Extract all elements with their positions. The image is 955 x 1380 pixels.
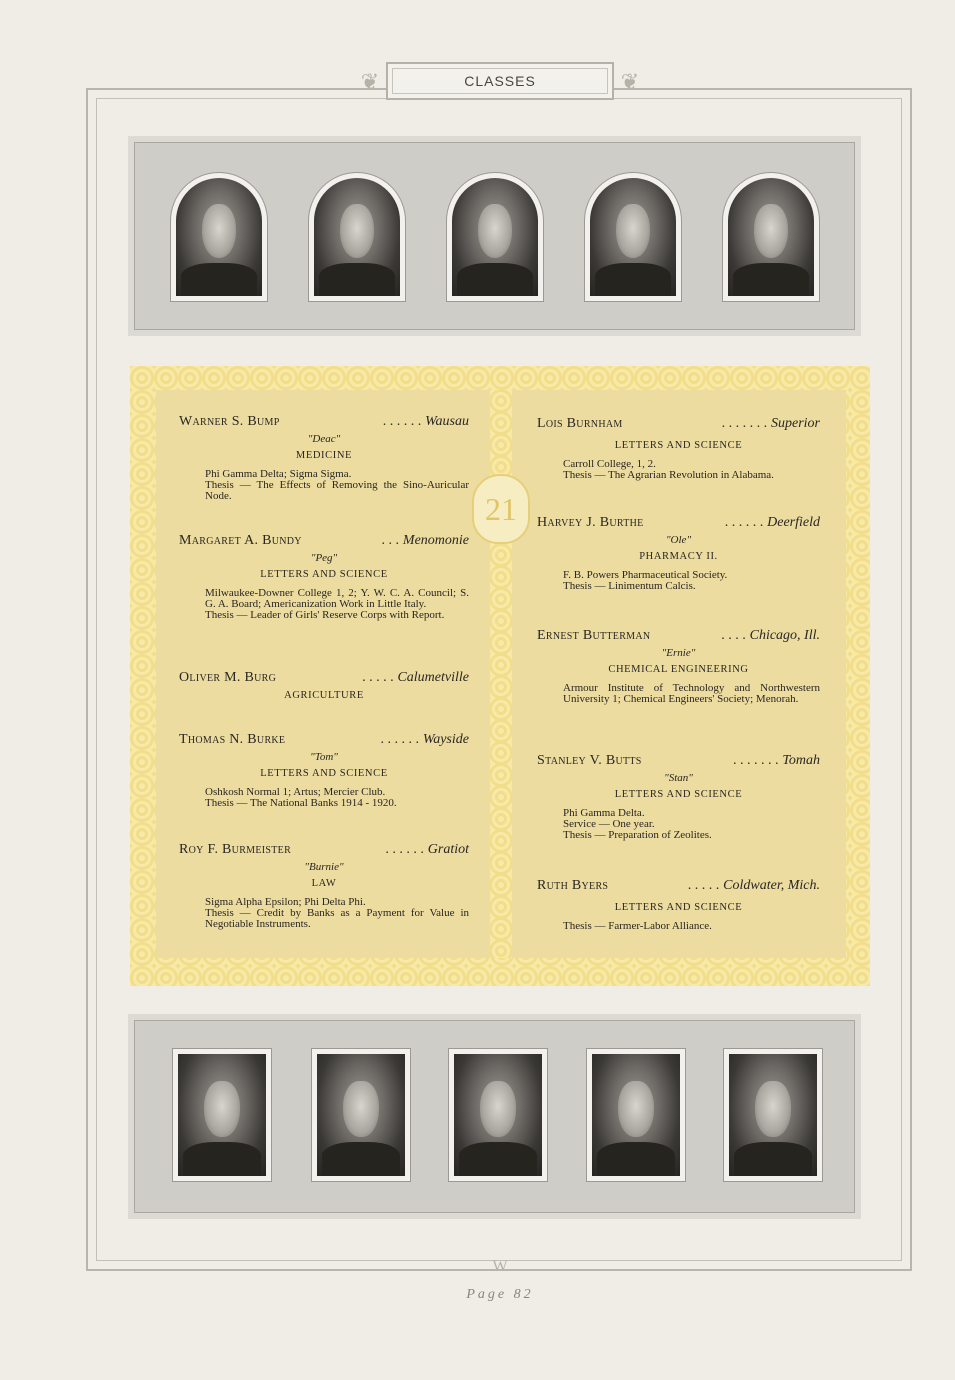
- top-portrait-band: [128, 136, 861, 336]
- student-entry: [179, 732, 469, 809]
- portrait-photo: [172, 1048, 272, 1182]
- student-details: [563, 808, 820, 841]
- detail-line: Milwaukee-Downer College 1, 2; Y. W. C. A. Council; S. G. A. Board; Americanization Work in Little Italy.: [205, 587, 469, 610]
- student-name: Lois Burnham: [537, 416, 623, 431]
- student-name: Harvey J. Burthe: [537, 515, 644, 530]
- detail-line: Thesis — Leader of Girls' Reserve Corps with Report.: [205, 609, 445, 621]
- detail-line: Phi Gamma Delta; Sigma Sigma.: [205, 468, 352, 480]
- portrait-photo: [308, 172, 406, 302]
- student-name: Ruth Byers: [537, 878, 609, 893]
- detail-line: Carroll College, 1, 2.: [563, 458, 656, 470]
- portrait-photo: [446, 172, 544, 302]
- detail-line: F. B. Powers Pharmaceutical Society.: [563, 569, 728, 581]
- student-entry: [537, 515, 820, 592]
- detail-line: Thesis — Linimentum Calcis.: [563, 580, 696, 592]
- student-name: Roy F. Burmeister: [179, 842, 292, 857]
- detail-line: Thesis — The Effects of Removing the Sino-Auricular Node.: [205, 479, 469, 502]
- student-course: MEDICINE: [295, 450, 353, 461]
- student-hometown: . . . . . . Wausau: [383, 414, 469, 429]
- detail-line: Thesis — The National Banks 1914 - 1920.: [205, 797, 397, 809]
- student-hometown: . . . . . . Deerfield: [725, 515, 820, 530]
- student-entry: [537, 628, 820, 705]
- student-entry: [537, 878, 820, 932]
- student-details: [563, 459, 820, 481]
- student-details: [563, 921, 820, 932]
- student-nickname: "Ole": [665, 534, 692, 546]
- portrait-photo: [170, 172, 268, 302]
- w-ornament-icon: W: [492, 1258, 508, 1275]
- student-nickname: "Deac": [307, 433, 341, 445]
- student-hometown: . . . . . Calumetville: [362, 670, 469, 685]
- student-course: LETTERS AND SCIENCE: [614, 440, 743, 451]
- student-course: LAW: [311, 878, 337, 889]
- student-name: Oliver M. Burg: [179, 670, 277, 685]
- page-number: Page 82: [466, 1287, 534, 1302]
- student-details: [205, 588, 469, 621]
- detail-line: Thesis — Preparation of Zeolites.: [563, 829, 712, 841]
- student-hometown: . . . . Chicago, Ill.: [721, 628, 820, 643]
- student-name: Stanley V. Butts: [537, 753, 642, 768]
- student-nickname: "Stan": [664, 772, 693, 784]
- student-course: AGRICULTURE: [284, 690, 364, 701]
- student-name: Ernest Butterman: [537, 628, 651, 643]
- student-entry: [179, 533, 469, 621]
- student-entry: [537, 416, 820, 481]
- student-hometown: . . . Menomonie: [381, 533, 469, 548]
- header-tab: [386, 62, 614, 100]
- student-entry: [179, 670, 469, 703]
- student-details: [563, 683, 820, 705]
- student-course: LETTERS AND SCIENCE: [614, 789, 743, 800]
- portrait-photo: [723, 1048, 823, 1182]
- student-nickname: "Burnie": [304, 861, 344, 873]
- student-hometown: . . . . . . . Tomah: [733, 753, 820, 768]
- student-details: [205, 787, 469, 809]
- student-hometown: . . . . . . Wayside: [380, 732, 469, 747]
- student-course: CHEMICAL ENGINEERING: [608, 664, 749, 675]
- student-entry: [179, 842, 469, 930]
- page-title: CLASSES: [464, 73, 536, 89]
- student-name: Thomas N. Burke: [179, 732, 286, 747]
- portrait-photo: [311, 1048, 411, 1182]
- student-entry: [537, 753, 820, 841]
- detail-line: Phi Gamma Delta.: [563, 807, 645, 819]
- student-course: LETTERS AND SCIENCE: [260, 768, 388, 779]
- class-crest: [472, 474, 530, 544]
- student-nickname: "Ernie": [661, 647, 696, 659]
- portrait-photo: [586, 1048, 686, 1182]
- detail-line: Armour Institute of Technology and Northwestern University 1; Chemical Engineers' Society; Menorah.: [563, 682, 820, 705]
- student-details: [563, 570, 820, 592]
- student-name: Margaret A. Bundy: [179, 533, 302, 548]
- portrait-photo: [448, 1048, 548, 1182]
- student-course: PHARMACY II.: [639, 551, 718, 562]
- detail-line: Service — One year.: [563, 818, 655, 830]
- student-details: [205, 469, 469, 502]
- student-nickname: "Tom": [310, 751, 338, 763]
- student-hometown: . . . . . . Gratiot: [385, 842, 469, 857]
- student-name: Warner S. Bump: [179, 414, 280, 429]
- student-entry: [179, 414, 469, 502]
- detail-line: Thesis — The Agrarian Revolution in Alabama.: [563, 469, 774, 481]
- class-year-number: 21: [485, 491, 517, 527]
- detail-line: Oshkosh Normal 1; Artus; Mercier Club.: [205, 786, 386, 798]
- student-hometown: . . . . . Coldwater, Mich.: [688, 878, 820, 893]
- portrait-photo: [722, 172, 820, 302]
- student-course: LETTERS AND SCIENCE: [260, 569, 388, 580]
- portrait-photo: [584, 172, 682, 302]
- detail-line: Thesis — Farmer-Labor Alliance.: [563, 920, 712, 932]
- bottom-portrait-band: [128, 1014, 861, 1219]
- student-course: LETTERS AND SCIENCE: [614, 902, 743, 913]
- detail-line: Sigma Alpha Epsilon; Phi Delta Phi.: [205, 896, 366, 908]
- detail-line: Thesis — Credit by Banks as a Payment for Value in Negotiable Instruments.: [205, 907, 469, 930]
- student-hometown: . . . . . . . Superior: [722, 416, 820, 431]
- scroll-ornament-right-icon: ❦: [620, 69, 640, 94]
- student-nickname: "Peg": [310, 552, 338, 564]
- scroll-ornament-left-icon: ❦: [360, 69, 380, 94]
- student-details: [205, 897, 469, 930]
